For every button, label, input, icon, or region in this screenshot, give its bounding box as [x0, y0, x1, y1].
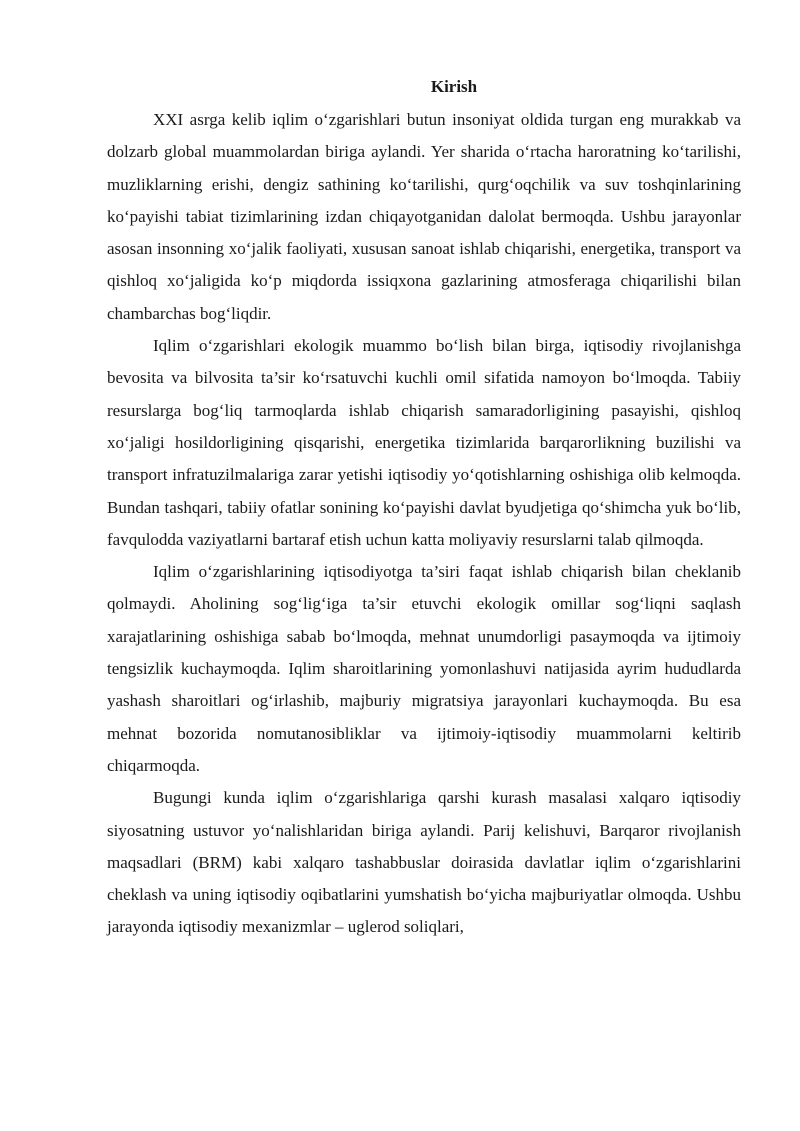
paragraph-2: Iqlim o‘zgarishlari ekologik muammo bo‘lish bilan birga, iqtisodiy rivojlanishga bevosita va bilvosita ta’sir ko‘rsatuvchi kuchli omil sifatida namoyon bo‘lmoqda. Tabiiy resurslarga bog‘liq tarmoqlarda ishlab chiqarish samaradorligining pasayishi, qishloq xo‘jaligi hosildorligining qisqarishi, energetika tizimlarida barqarorlikning buzilishi va transport infratuzilmalariga zarar yetishi iqtisodiy yo‘qotishlarning oshishiga olib kelmoqda. Bundan tashqari, tabiiy ofatlar sonining ko‘payishi davlat byudjetiga qo‘shimcha yuk bo‘lib, favqulodda vaziyatlarni bartaraf etish uchun katta moliyaviy resurslarni talab qilmoqda.: [107, 336, 741, 549]
paragraph-4: Bugungi kunda iqlim o‘zgarishlariga qarshi kurash masalasi xalqaro iqtisodiy siyosatning ustuvor yo‘nalishlaridan biriga aylandi. Parij kelishuvi, Barqaror rivojlanish maqsadlari (BRM) kabi xalqaro tashabbuslar doirasida davlatlar iqlim o‘zgarishlarini cheklash va uning iqtisodiy oqibatlarini yumshatish bo‘yicha majburiyatlar olmoqda. Ushbu jarayonda iqtisodiy mexanizmlar – uglerod soliqlari,: [107, 788, 741, 937]
paragraph-1: XXI asrga kelib iqlim o‘zgarishlari butun insoniyat oldida turgan eng murakkab va dolzarb global muammolardan biriga aylandi. Yer sharida o‘rtacha haroratning ko‘tarilishi, muzliklarning erishi, dengiz sathining ko‘tarilishi, qurg‘oqchilik va suv toshqinlarining ko‘payishi tabiat tizimlarining izdan chiqayotganidan dalolat bermoqda. Ushbu jarayonlar asosan insonning xo‘jalik faoliyati, xususan sanoat ishlab chiqarishi, energetika, transport va qishloq xo‘jaligida ko‘p miqdorda issiqxona gazlarining atmosferaga chiqarilishi bilan chambarchas bog‘liqdir.: [107, 110, 741, 323]
section-title: Kirish: [430, 77, 478, 96]
document-page: [107, 76, 741, 944]
paragraph-3: Iqlim o‘zgarishlarining iqtisodiyotga ta’siri faqat ishlab chiqarish bilan cheklanib qolmaydi. Aholining sog‘lig‘iga ta’sir etuvchi ekologik omillar sog‘liqni saqlash xarajatlarining oshishiga sabab bo‘lmoqda, mehnat unumdorligi pasaymoqda va ijtimoiy tengsizlik kuchaymoqda. Iqlim sharoitlarining yomonlashuvi natijasida ayrim hududlarda yashash sharoitlari og‘irlashib, majburiy migratsiya jarayonlari kuchaymoqda. Bu esa mehnat bozorida nomutanosibliklar va ijtimoiy-iqtisodiy muammolarni keltirib chiqarmoqda.: [107, 562, 741, 775]
